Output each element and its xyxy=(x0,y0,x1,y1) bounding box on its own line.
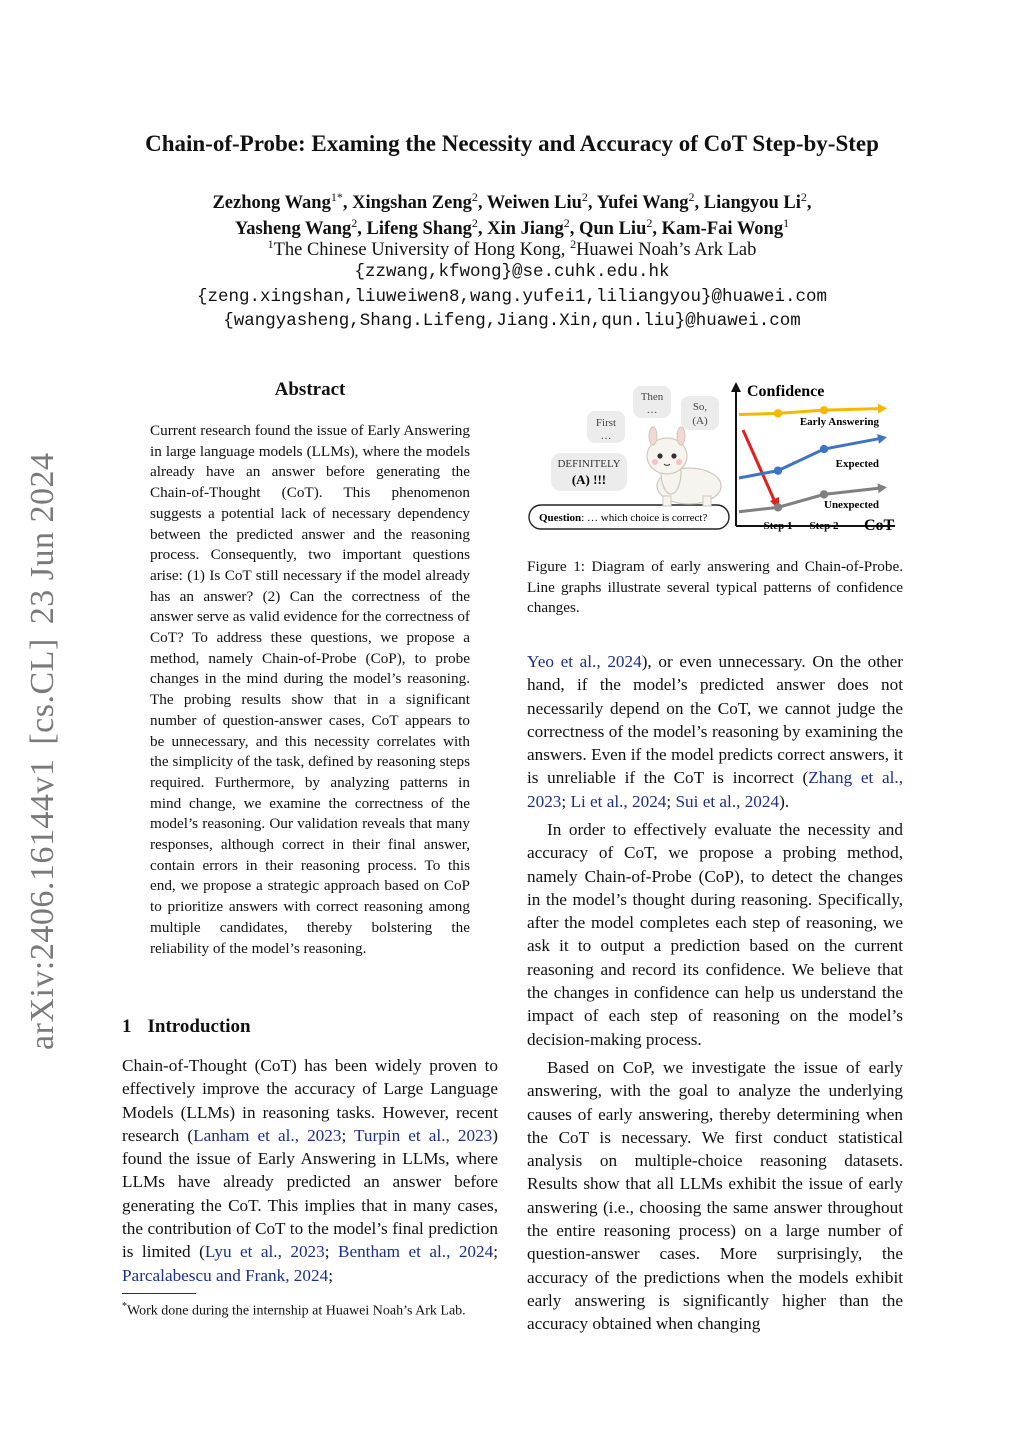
email-line: {wangyasheng,Shang.Lifeng,Jiang.Xin,qun.liu}@huawei.com xyxy=(223,311,801,331)
bubble-text: … xyxy=(646,404,658,416)
data-point xyxy=(774,466,782,474)
x-axis-label: CoT xyxy=(864,517,895,534)
series-label: Early Answering xyxy=(799,416,879,428)
footnote: *Work done during the internship at Huawei Noah’s Ark Lab. xyxy=(122,1301,466,1319)
intro-paragraph-1-continued: Yeo et al., 2024), or even unnecessary. On the other hand, if the model’s predicted answer does not necessarily depend on the CoT, we cannot judge the correctness of the model’s reasoning by examining the answers. Even if the model predicts correct answers, it is unreliable if the CoT is incorrect (Zhang et al., 2023; Li et al., 2024; Sui et al., 2024). xyxy=(527,652,904,811)
series-arrowhead xyxy=(877,434,887,444)
author: Xin Jiang$^2$ xyxy=(487,216,570,240)
citation-link[interactable]: Bentham et al., 2024 xyxy=(337,1242,494,1262)
citation-link[interactable]: Yeo et al., 2024 xyxy=(527,652,642,671)
paper-title: Chain-of-Probe: Examing the Necessity and Accuracy of CoT Step-by-Step xyxy=(145,131,879,156)
x-tick-label: Step 2 xyxy=(809,520,839,532)
author-line-1: Zezhong Wang$^{1*}$, Xingshan Zeng$^2$, Weiwen Liu$^2$, Yufei Wang$^2$, Liangyou Li$^2$, xyxy=(212,190,812,214)
series-label: Unexpected xyxy=(824,499,879,511)
drop-line xyxy=(743,430,775,502)
email-line: {zzwang,kfwong}@se.cuhk.edu.hk xyxy=(354,262,670,282)
author: Zezhong Wang$^{1*}$ xyxy=(212,190,343,214)
author: Liangyou Li$^2$ xyxy=(703,190,807,214)
author: Qun Liu$^2$ xyxy=(579,216,653,240)
intro-paragraph-1: Chain-of-Thought (CoT) has been widely proven to effectively improve the accuracy of Large Language Models (LLMs) in reasoning tasks. However, recent research (Lanham et al., 2023; Turpin et al., 2023) found the issue of Early Answering in LLMs, where LLMs have already predicted an answer before generating the CoT. This implies that in many cases, the contribution of CoT to the model’s final prediction is limited (Lyu et al., 2023; Bentham et al., 2024; Parcalabescu and Frank, 2024; xyxy=(122,1056,499,1285)
abstract-heading: Abstract xyxy=(274,379,346,400)
email-line: {zeng.xingshan,liuweiwen8,wang.yufei1,liliangyou}@huawei.com xyxy=(196,287,828,307)
section-heading: 1 Introduction xyxy=(122,1016,251,1037)
data-point xyxy=(820,490,828,498)
question-text: Question: … which choice is correct? xyxy=(539,512,708,524)
data-point xyxy=(774,503,782,511)
data-point xyxy=(820,445,828,453)
intro-paragraph-2: In order to effectively evaluate the necessity and accuracy of CoT, we propose a probing method, namely Chain-of-Probe (CoP), to detect the changes in the model’s thought during reasoning. Specifically, after the model completes each step of reasoning, we ask it to output a prediction based on the current reasoning and record its confidence. We believe that the changes in confidence can help us understand the impact of each step of reasoning on the model’s decision-making process. xyxy=(527,820,903,1049)
citation-link[interactable]: Sui et al., 2024 xyxy=(675,791,780,811)
abstract-text: Current research found the issue of Early Answering in large language models (LLMs), where the models already have an answer before generating the Chain-of-Thought (CoT). This phenomenon suggests a potential lack of necessary dependency between the predicted answer and the reasoning process. Consequently, two important questions arise: (1) Is CoT still necessary if the model already has an answer? (2) Can the correctness of the answer serve as valid evidence for the correctness of CoT? To address these questions, we propose a method, namely Chain-of-Probe (CoP), to probe changes in the mind during the model’s reasoning. The probing results show that in a significant number of question-answer cases, CoT appears to be unnecessary, and this necessity correlates with the simplicity of the task, defined by reasoning steps required. Furthermore, by analyzing patterns in mind change, we examine the correctness of the model’s reasoning. Our validation reveals that many responses, although correct in their final answer, contain errors in their reasoning process. To this end, we propose a strategic approach based on CoP to prioritize answers with correct reasoning among multiple candidates, thereby bolstering the reliability of the model’s reasoning. xyxy=(150,422,470,957)
data-point xyxy=(774,409,782,417)
author: Lifeng Shang$^2$ xyxy=(366,216,478,240)
y-axis-label: Confidence xyxy=(747,383,825,400)
intro-paragraph-3: Based on CoP, we investigate the issue of early answering, with the goal to analyze the underlying causes of early answering, thereby determining when the CoT is necessary. We first conduct statistical analysis on multiple-choice reasoning datasets. Results show that all LLMs exhibit the issue of early answering (i.e., choosing the same answer throughout the entire reasoning process) on a large number of question-answer cases. More surprisingly, the accuracy of the predictions when the models exhibit early answering is significantly higher than the accuracy obtained when changing xyxy=(527,1058,903,1334)
affiliations: $^1$The Chinese University of Hong Kong, $^2$Huawei Noah’s Ark Lab xyxy=(267,237,757,261)
author: Weiwen Liu$^2$ xyxy=(486,190,588,214)
figure-caption: Figure 1: Diagram of early answering and Chain-of-Probe. Line graphs illustrate several typical patterns of confidence changes. xyxy=(527,558,903,616)
bubble-text: (A) xyxy=(692,415,708,427)
author: Xingshan Zeng$^2$ xyxy=(352,190,478,214)
figure-1-diagram xyxy=(527,378,905,538)
series-line xyxy=(739,408,883,414)
author: Yasheng Wang$^2$ xyxy=(234,216,358,240)
author: Yufei Wang$^2$ xyxy=(596,190,695,214)
bubble-text: First xyxy=(595,417,617,429)
data-point xyxy=(820,406,828,414)
citation-link[interactable]: Turpin et al., 2023 xyxy=(354,1125,493,1145)
citation-link[interactable]: Li et al., 2024 xyxy=(570,791,667,811)
citation-link[interactable]: Lyu et al., 2023 xyxy=(204,1242,325,1262)
bubble-text: So, xyxy=(692,401,708,413)
author: Kam-Fai Wong$^1$ xyxy=(661,216,790,240)
bubble-text: … xyxy=(600,430,612,442)
author-line-2: Yasheng Wang$^2$, Lifeng Shang$^2$, Xin Jiang$^2$, Qun Liu$^2$, Kam-Fai Wong$^1$ xyxy=(234,216,790,240)
citation-link[interactable]: Zhang et al., 2023 xyxy=(527,768,904,811)
bubble-answer: (A) !!! xyxy=(571,472,607,487)
series-arrowhead xyxy=(877,483,887,493)
y-axis-arrow xyxy=(731,382,741,392)
x-tick-label: Step 1 xyxy=(763,520,793,532)
citation-link[interactable]: Parcalabescu and Frank, 2024 xyxy=(122,1265,329,1285)
footnote-rule xyxy=(122,1293,196,1294)
series-arrowhead xyxy=(878,404,887,414)
citation-link[interactable]: Lanham et al., 2023 xyxy=(193,1125,342,1145)
alpaca-icon xyxy=(647,427,721,506)
bubble-text: DEFINITELY xyxy=(557,458,621,470)
series-label: Expected xyxy=(835,458,879,470)
bubble-text: Then xyxy=(640,391,664,403)
arxiv-identifier: arXiv:2406.16144v1[cs.CL]23 Jun 2024 xyxy=(24,452,61,1050)
